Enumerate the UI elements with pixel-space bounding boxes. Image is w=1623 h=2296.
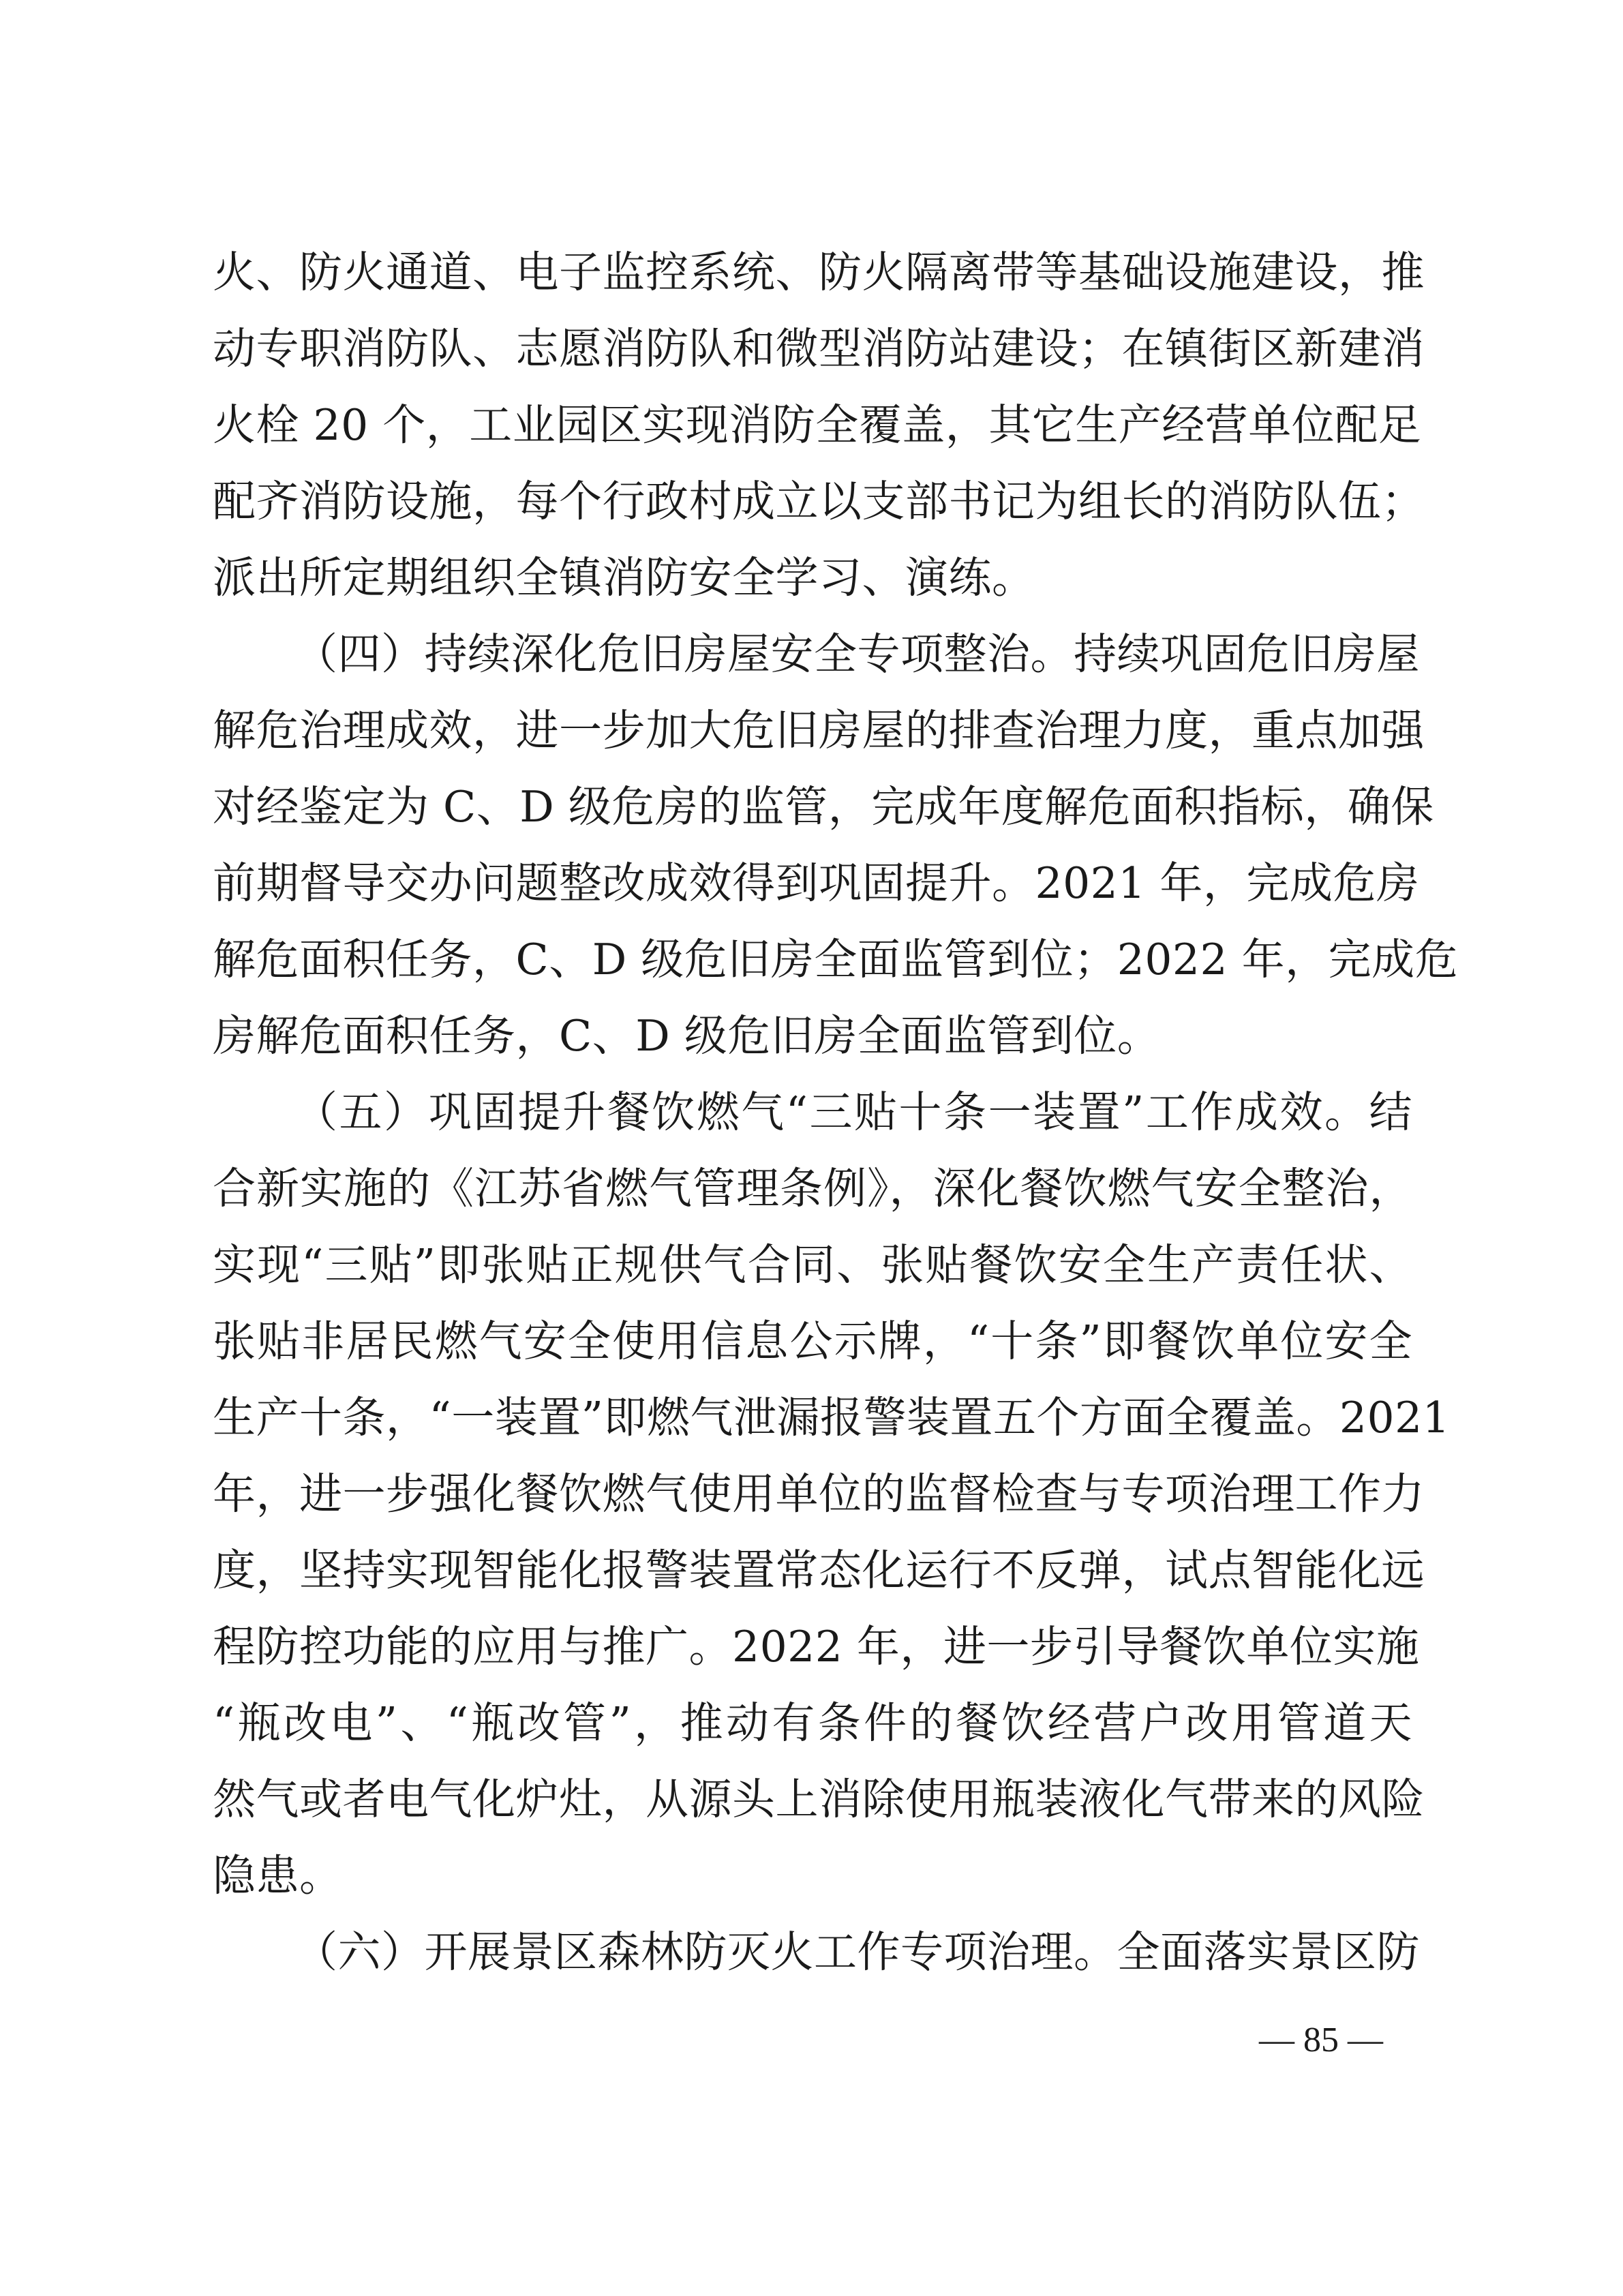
- page-number: — 85 —: [1259, 2021, 1383, 2059]
- text-line: 解危面积任务，C、D 级危旧房全面监管到位；2022 年，完成危: [213, 935, 1459, 984]
- text-line: 张贴非居民燃气安全使用信息公示牌，“十条”即餐饮单位安全: [213, 1316, 1412, 1366]
- text-line: 实现“三贴”即张贴正规供气合同、张贴餐饮安全生产责任状、: [213, 1240, 1412, 1290]
- text-line: 年，进一步强化餐饮燃气使用单位的监督检查与专项治理工作力: [213, 1469, 1425, 1519]
- text-line: 生产十条，“一装置”即燃气泄漏报警装置五个方面全覆盖。2021: [213, 1393, 1451, 1442]
- text-line: 火栓 20 个，工业园区实现消防全覆盖，其它生产经营单位配足: [213, 400, 1422, 450]
- text-line: 对经鉴定为 C、D 级危房的监管，完成年度解危面积指标，确保: [213, 782, 1434, 832]
- text-line: 程防控功能的应用与推广。2022 年，进一步引导餐饮单位实施: [213, 1622, 1420, 1672]
- section-heading-line: （五）巩固提升餐饮燃气“三贴十条一装置”工作成效。结: [294, 1087, 1412, 1137]
- text-line: 解危治理成效，进一步加大危旧房屋的排查治理力度，重点加强: [213, 706, 1425, 755]
- text-line: 度，坚持实现智能化报警装置常态化运行不反弹，试点智能化远: [213, 1545, 1425, 1595]
- text-line: “瓶改电”、“瓶改管”，推动有条件的餐饮经营户改用管道天: [213, 1698, 1412, 1748]
- text-line: 前期督导交办问题整改成效得到巩固提升。2021 年，完成危房: [213, 858, 1420, 908]
- text-line: 动专职消防队、志愿消防队和微型消防站建设；在镇街区新建消: [213, 324, 1425, 374]
- text-line: 火、防火通道、电子监控系统、防火隔离带等基础设施建设，推: [213, 247, 1425, 297]
- text-line: 隐患。: [213, 1851, 343, 1901]
- section-heading-line: （四）持续深化危旧房屋安全专项整治。持续巩固危旧房屋: [294, 629, 1420, 679]
- text-line: 派出所定期组织全镇消防安全学习、演练。: [213, 553, 1035, 603]
- text-line: 然气或者电气化炉灶，从源头上消除使用瓶装液化气带来的风险: [213, 1774, 1425, 1824]
- section-heading-line: （六）开展景区森林防灭火工作专项治理。全面落实景区防: [294, 1927, 1420, 1977]
- text-line: 房解危面积任务，C、D 级危旧房全面监管到位。: [213, 1011, 1161, 1061]
- text-line: 合新实施的《江苏省燃气管理条例》，深化餐饮燃气安全整治，: [213, 1164, 1412, 1213]
- text-line: 配齐消防设施，每个行政村成立以支部书记为组长的消防队伍；: [213, 477, 1425, 526]
